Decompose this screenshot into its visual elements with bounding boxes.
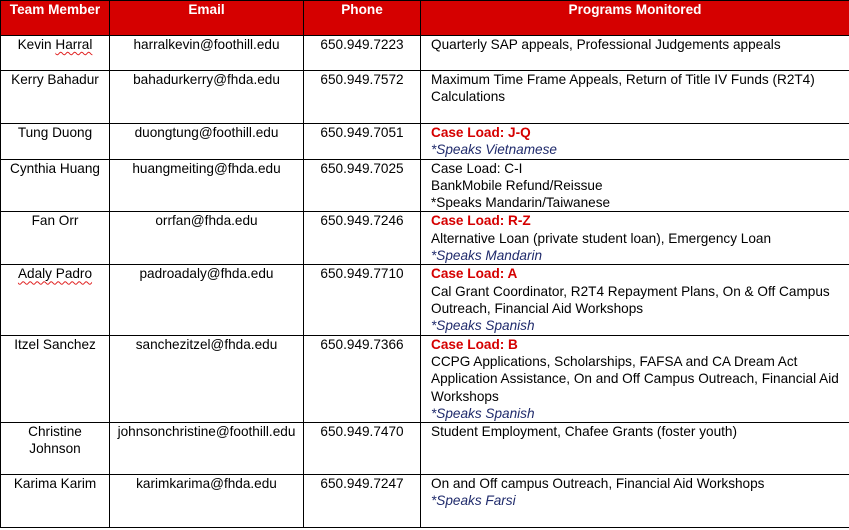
phone-number: 650.949.7470 bbox=[304, 423, 421, 475]
phone-number: 650.949.7223 bbox=[304, 36, 421, 71]
header-row bbox=[1, 1, 849, 36]
team-member-name bbox=[1, 475, 110, 528]
programs-monitored bbox=[421, 212, 849, 265]
program-text: BankMobile Refund/Reissue bbox=[431, 177, 603, 193]
table-row bbox=[1, 423, 849, 475]
email-address: orrfan@fhda.edu bbox=[110, 212, 304, 265]
case-load-label: Case Load: R-Z bbox=[431, 213, 531, 229]
program-text: Maximum Time Frame Appeals, Return of Title IV Funds (R2T4) Calculations bbox=[431, 72, 815, 105]
phone-number: 650.949.7051 bbox=[304, 124, 421, 160]
header-phone: Phone bbox=[304, 1, 421, 36]
team-member-name bbox=[1, 124, 110, 160]
table-row bbox=[1, 124, 849, 160]
email-address: johnsonchristine@foothill.edu bbox=[110, 423, 304, 475]
header-programs: Programs Monitored bbox=[421, 1, 849, 36]
program-text: Student Employment, Chafee Grants (foster youth) bbox=[431, 424, 738, 440]
email-address: bahadurkerry@fhda.edu bbox=[110, 71, 304, 124]
team-member-name-text: Cynthia Huang bbox=[10, 160, 100, 176]
header-team-member: Team Member bbox=[1, 1, 110, 36]
email-address: karimkarima@fhda.edu bbox=[110, 475, 304, 528]
table-row bbox=[1, 265, 849, 335]
programs-monitored bbox=[421, 36, 849, 71]
case-load-label: Case Load: B bbox=[431, 336, 518, 352]
team-member-name-text: Kerry Bahadur bbox=[11, 72, 99, 87]
programs-monitored bbox=[421, 475, 849, 528]
team-member-name-text: Christine Johnson bbox=[28, 424, 82, 457]
phone-number: 650.949.7710 bbox=[304, 265, 421, 335]
table-row bbox=[1, 159, 849, 212]
programs-monitored bbox=[421, 71, 849, 124]
case-load-label: Case Load: A bbox=[431, 266, 518, 282]
program-text: On and Off campus Outreach, Financial Aid Workshops bbox=[431, 476, 765, 492]
email-address: harralkevin@foothill.edu bbox=[110, 36, 304, 71]
table-body bbox=[1, 36, 849, 528]
email-address: padroadaly@fhda.edu bbox=[110, 265, 304, 335]
team-member-name-text: Tung Duong bbox=[17, 125, 93, 140]
team-member-name bbox=[1, 265, 110, 335]
language-note: *Speaks Mandarin bbox=[431, 248, 543, 264]
table-row bbox=[1, 335, 849, 422]
team-member-name bbox=[1, 212, 110, 265]
table-row bbox=[1, 212, 849, 265]
email-address: duongtung@foothill.edu bbox=[110, 124, 304, 160]
team-member-name-text: Fan Orr bbox=[31, 213, 79, 229]
program-text: Cal Grant Coordinator, R2T4 Repayment Plans, On & Off Campus Outreach, Financial Aid Workshops bbox=[431, 283, 830, 317]
case-load-label: Case Load: J-Q bbox=[431, 125, 531, 140]
table-row bbox=[1, 36, 849, 71]
phone-number: 650.949.7025 bbox=[304, 159, 421, 212]
programs-monitored bbox=[421, 423, 849, 475]
language-note: *Speaks Spanish bbox=[431, 318, 535, 334]
program-text: CCPG Applications, Scholarships, FAFSA and CA Dream Act Application Assistance, On and Off Campus Outreach, Financial Aid Workshops bbox=[431, 353, 839, 404]
email-address: huangmeiting@fhda.edu bbox=[110, 159, 304, 212]
phone-number: 650.949.7246 bbox=[304, 212, 421, 265]
header-email: Email bbox=[110, 1, 304, 36]
phone-number: 650.949.7366 bbox=[304, 335, 421, 422]
language-note: *Speaks Vietnamese bbox=[431, 142, 557, 158]
phone-number: 650.949.7247 bbox=[304, 475, 421, 528]
programs-monitored bbox=[421, 265, 849, 335]
team-member-name bbox=[1, 423, 110, 475]
team-member-name-text: Kevin Harral bbox=[17, 37, 93, 52]
table-header bbox=[1, 1, 849, 36]
program-text: Alternative Loan (private student loan), Emergency Loan bbox=[431, 230, 772, 246]
phone-number: 650.949.7572 bbox=[304, 71, 421, 124]
programs-monitored bbox=[421, 159, 849, 212]
spellcheck-underline: Harral bbox=[55, 37, 93, 52]
program-text: Case Load: C-I bbox=[431, 160, 523, 176]
language-note: *Speaks Spanish bbox=[431, 405, 535, 421]
programs-monitored bbox=[421, 335, 849, 422]
team-member-name bbox=[1, 36, 110, 71]
program-text: Quarterly SAP appeals, Professional Judgements appeals bbox=[431, 37, 781, 52]
programs-monitored bbox=[421, 124, 849, 160]
team-member-name bbox=[1, 335, 110, 422]
email-address: sanchezitzel@fhda.edu bbox=[110, 335, 304, 422]
team-member-name-text: Itzel Sanchez bbox=[14, 336, 96, 352]
team-member-name-text: Adaly Padro bbox=[17, 266, 93, 282]
team-member-name bbox=[1, 159, 110, 212]
team-member-name-text: Karima Karim bbox=[13, 476, 97, 492]
table-row bbox=[1, 475, 849, 528]
program-text: *Speaks Mandarin/Taiwanese bbox=[431, 195, 611, 211]
language-note: *Speaks Farsi bbox=[431, 493, 516, 509]
table-row bbox=[1, 71, 849, 124]
team-member-name bbox=[1, 71, 110, 124]
